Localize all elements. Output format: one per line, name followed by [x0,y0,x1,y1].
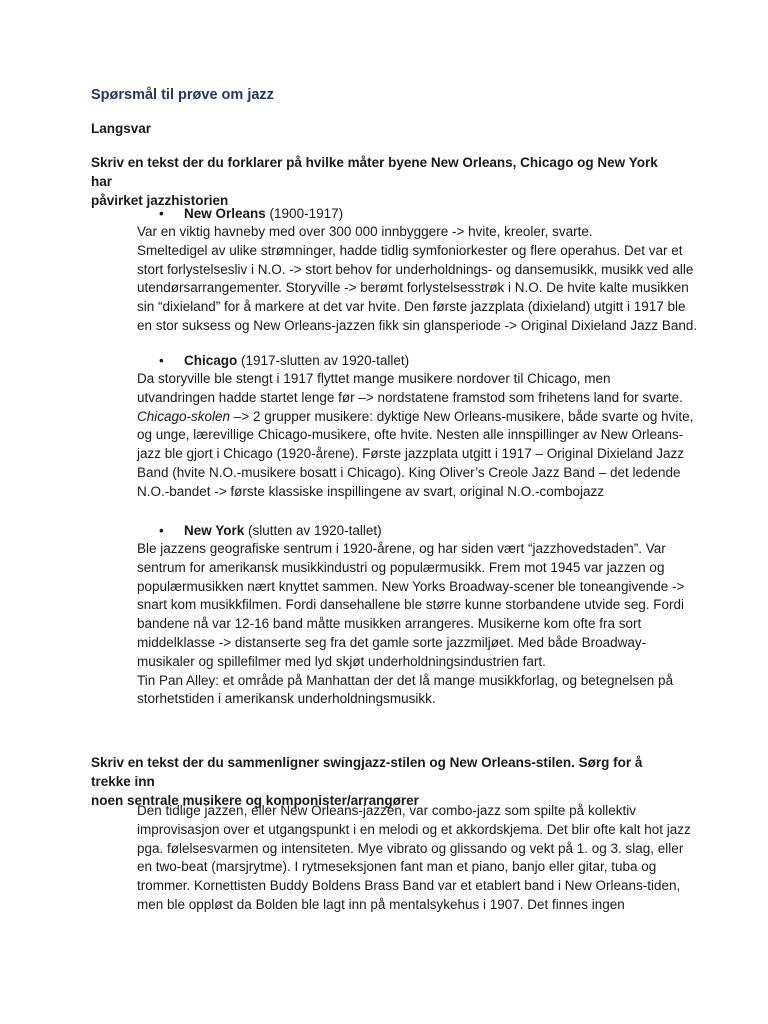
section-body [137,540,685,709]
body-line: pga. følelsesvarmen og intensiteten. Mye vibrato og glissando og vekt på 1. og 3. slag, eller [137,840,684,856]
body-line: N.O.-bandet -> første klassiske inspillingene av svart, original N.O.-combojazz [137,483,605,499]
section-body [137,223,698,336]
bullet-heading-text [184,204,343,223]
italic-term: Chicago-skolen [137,408,231,424]
body-line: trommer. Kornettisten Buddy Boldens Brass Band var et etablert band i New Orleans-tiden, [137,878,681,894]
bullet-icon: • [159,523,164,538]
body-line: utvandringen hadde startet lenge før –> nordstatene framstod som frihetens land for svarte. [137,389,683,405]
section-new-orleans [137,204,698,336]
answer-body [137,802,691,915]
body-line: Da storyville ble stengt i 1917 flyttet mange musikere nordover til Chicago, men [137,371,611,386]
body-line: sentrum for amerikansk musikkindustri og populærmusikk. Frem mot 1945 var jazzen og [137,559,665,575]
body-line: Ble jazzens geografiske sentrum i 1920-årene, og har siden vært “jazzhovedstaden”. Var [137,541,666,556]
body-line: jazz ble gjort i Chicago (1920-årene). Første jazzplata utgitt i 1917 – Original Dixieland Jazz [137,446,685,462]
heading-period: (1917-slutten av 1920-tallet) [237,353,410,368]
heading-period: (slutten av 1920-tallet) [244,523,382,538]
page-title: Spørsmål til prøve om jazz [91,87,274,103]
body-line: improvisasjon over et utgangspunkt i en melodi og et akkordskjema. Det blir ofte kalt hot jazz [137,821,691,837]
body-line: Chicago-skolen –> 2 grupper musikere: dyktige New Orleans-musikere, både svarte og hvite, [137,408,694,424]
body-line: Den tidlige jazzen, eller New Orleans-jazzen, var combo-jazz som spilte på kollektiv [137,803,636,818]
body-line: en two-beat (marsjrytme). I rytmeseksjonen fant man et piano, banjo eller gitar, tuba og [137,859,657,875]
body-line: sin “dixieland” for å markere at det var hvite. Den første jazzplata (dixieland) utgitt i 1917 ble [137,299,686,315]
heading-name: New Orleans [184,206,266,221]
heading-name: New York [184,523,245,538]
question-1-line: påvirket jazzhistorien [91,193,229,208]
section-chicago [137,351,694,502]
body-line: middelklasse -> distanserte seg fra det gamle sorte jazzmiljøet. Med både Broadway- [137,634,647,650]
answer-2 [137,802,691,915]
bullet-icon: • [159,353,164,368]
question-2-line: Skriv en tekst der du sammenligner swingjazz-stilen og New Orleans-stilen. Sørg for å trekke inn [91,755,643,789]
bullet-heading-text [184,351,409,370]
body-line: bandene nå var 12-16 band måtte musikken arrangeres. Musikerne kom ofte fra sort [137,616,642,632]
heading-period: (1900-1917) [265,206,344,221]
question-1 [91,153,671,210]
section-subheading: Langsvar [91,121,152,136]
body-line: Var en viktig havneby med over 300 000 innbyggere -> hvite, kreoler, svarte. [137,224,593,239]
body-line: snart kom musikkfilmen. Fordi dansehallene ble større kunne storbandene utvide seg. Fordi [137,597,685,613]
bullet-heading-text [184,521,382,540]
question-1-line: Skriv en tekst der du forklarer på hvilke måter byene New Orleans, Chicago og New York har [91,155,658,189]
bullet-icon: • [159,206,164,221]
body-line: Smeltedigel av ulike strømninger, hadde tidlig symfoniorkester og flere operahus. Det var et [137,242,683,258]
bullet-heading [137,351,677,370]
body-line: populærmusikken nært knyttet sammen. New Yorks Broadway-scener ble toneangivende -> [137,578,685,594]
question-2-line: noen sentrale musikere og komponister/arrangører [91,793,419,808]
body-line: Tin Pan Alley: et område på Manhattan der det lå mange musikkforlag, og betegnelsen på [137,672,674,688]
body-line: Band (hvite N.O.-musikere bosatt i Chicago). King Oliver’s Creole Jazz Band – det ledende [137,464,681,480]
heading-name: Chicago [184,353,238,368]
bullet-heading [137,204,677,223]
body-line: musikaler og spillefilmer med lyd skjøt underholdningsindustrien fart. [137,653,546,669]
body-line: og unge, lærevillige Chicago-musikere, ofte hvite. Nesten alle innspillinger av New Orleans- [137,427,684,443]
body-line: storhetstiden i amerikansk underholdningsmusikk. [137,691,436,707]
body-line: men ble oppløst da Bolden ble lagt inn på mentalsykehus i 1907. Det finnes ingen [137,896,625,912]
body-line: utendørsarrangementer. Storyville -> berømt forlystelsesstrøk i N.O. De hvite kalte musikken [137,280,689,296]
section-body [137,370,694,502]
section-new-york [137,521,685,709]
body-line: stort forlystelsesliv i N.O. -> stort behov for underholdnings- og dansemusikk, musikk ved alle [137,261,694,277]
body-line: en stor suksess og New Orleans-jazzen fikk sin glansperiode -> Original Dixieland Jazz Band. [137,317,698,333]
bullet-heading [137,521,677,540]
